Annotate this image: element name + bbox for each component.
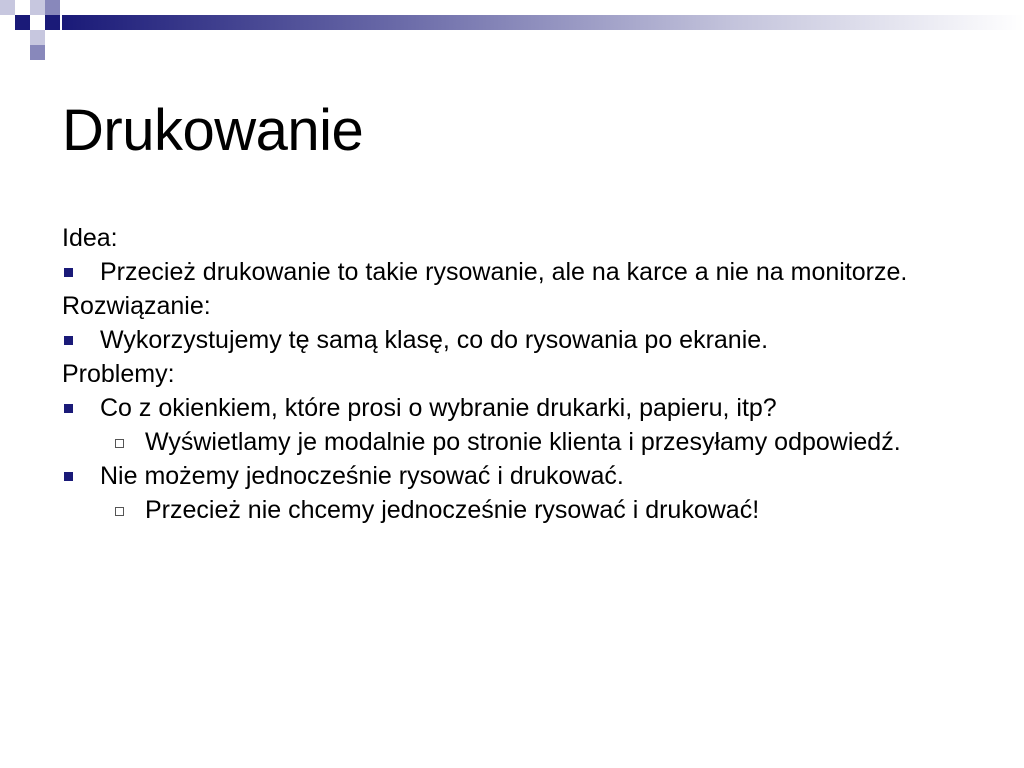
list-item xyxy=(62,394,962,422)
decor-square xyxy=(30,45,45,60)
square-bullet-icon xyxy=(64,404,73,413)
square-bullet-icon xyxy=(64,472,73,481)
list-item xyxy=(62,428,962,456)
solution-bullet-text: Wykorzystujemy tę samą klasę, co do rysowania po ekranie. xyxy=(100,326,769,354)
list-item xyxy=(62,496,962,524)
problem-2-text: Nie możemy jednocześnie rysować i drukować. xyxy=(100,462,624,490)
square-bullet-icon xyxy=(64,268,73,277)
list-item xyxy=(62,258,962,286)
decor-square xyxy=(15,15,30,30)
header-gradient-bar xyxy=(62,15,1024,30)
square-bullet-icon xyxy=(64,336,73,345)
list-item xyxy=(62,462,962,490)
decor-square xyxy=(30,0,45,15)
hollow-square-bullet-icon xyxy=(115,507,124,516)
problem-1-sub-text: Wyświetlamy je modalnie po stronie klienta i przesyłamy odpowiedź. xyxy=(145,428,901,456)
idea-bullet-text: Przecież drukowanie to takie rysowanie, ale na karce a nie na monitorze. xyxy=(100,258,908,286)
idea-heading: Idea: xyxy=(62,224,118,252)
header-decoration xyxy=(0,0,1024,64)
decor-square xyxy=(45,15,60,30)
slide-content xyxy=(62,224,962,530)
problem-1-text: Co z okienkiem, które prosi o wybranie drukarki, papieru, itp? xyxy=(100,394,777,422)
list-item xyxy=(62,326,962,354)
solution-heading: Rozwiązanie: xyxy=(62,292,211,320)
problem-2-sub-text: Przecież nie chcemy jednocześnie rysować i drukować! xyxy=(145,496,760,524)
hollow-square-bullet-icon xyxy=(115,439,124,448)
decor-square xyxy=(45,0,60,15)
problems-heading: Problemy: xyxy=(62,360,175,388)
slide-title: Drukowanie xyxy=(62,98,364,163)
decor-square xyxy=(0,0,15,15)
decor-square xyxy=(30,30,45,45)
